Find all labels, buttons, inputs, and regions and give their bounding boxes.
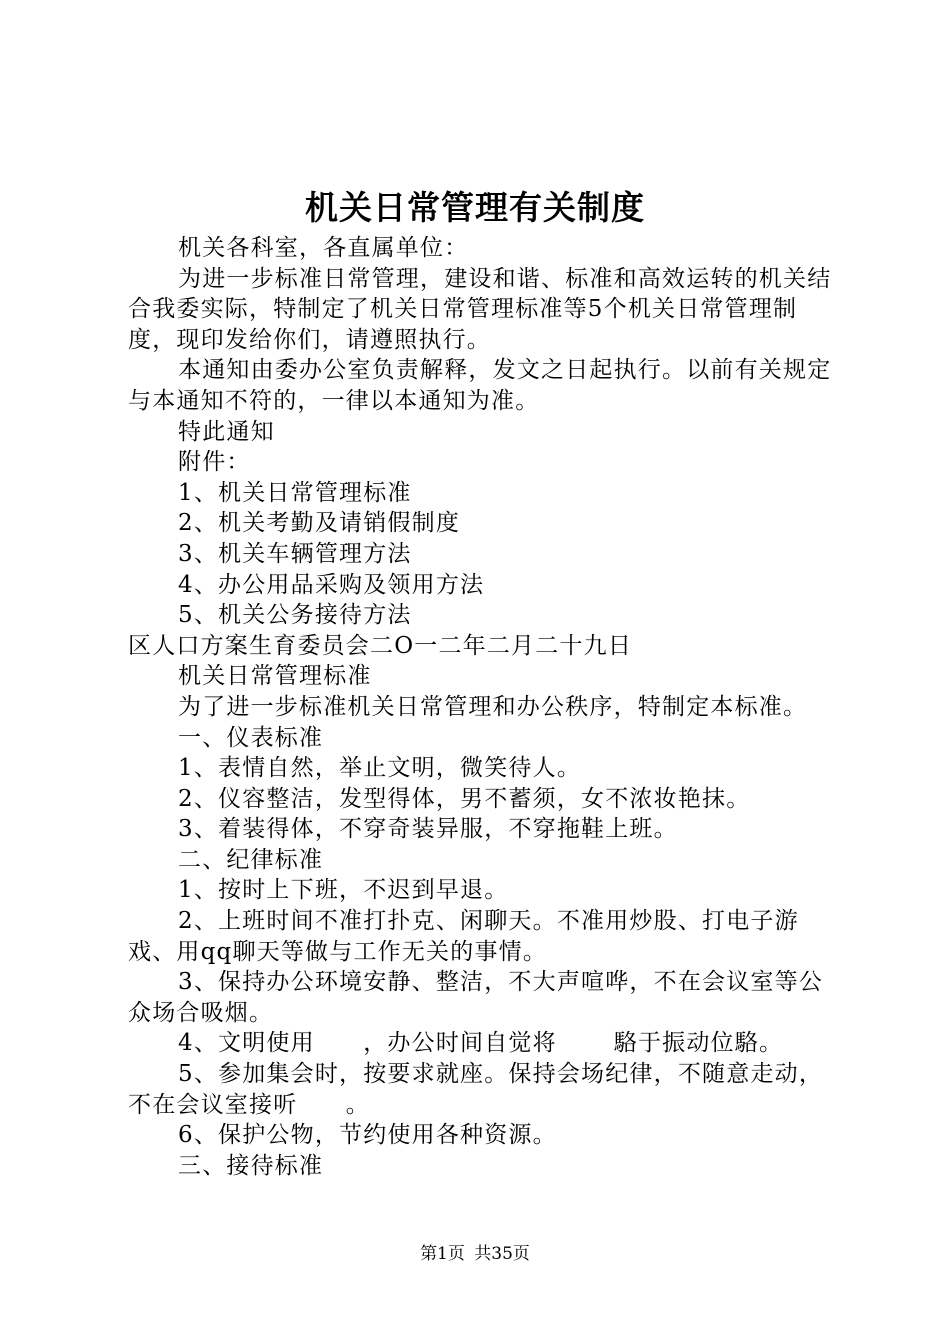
section-heading: 一、仪表标准 — [178, 724, 324, 751]
page-footer — [0, 1242, 950, 1266]
paragraph-interpretation: 本通知由委办公室负责解释，发文之日起执行。以前有关规定与本通知不符的，一律以本通知为准。 — [128, 357, 832, 414]
rule-item: 6、保护公物，节约使用各种资源。 — [178, 1122, 557, 1149]
rule-item: 3、着装得体，不穿奇装异服，不穿拖鞋上班。 — [178, 816, 678, 843]
attachment-item: 5、机关公务接待方法 — [178, 602, 412, 629]
page-title: 机关日常管理有关制度 — [305, 188, 645, 227]
issuer-and-date: 区人口方案生育委员会二O一二年二月二十九日 — [128, 632, 633, 659]
document-body — [128, 233, 840, 1181]
attachment-item: 3、机关车辆管理方法 — [178, 540, 412, 567]
paragraph-notice: 特此通知 — [178, 418, 275, 445]
rule-item: 2、仪容整洁，发型得体，男不蓄须，女不浓妆艳抹。 — [178, 785, 751, 812]
attachment-item: 4、办公用品采购及领用方法 — [178, 571, 485, 598]
section-title: 机关日常管理标准 — [178, 663, 372, 690]
rule-item: 5、参加集会时，按要求就座。保持会场纪律，不随意走动，不在会议室接听 。 — [128, 1061, 824, 1118]
section-heading: 三、接待标准 — [178, 1152, 324, 1179]
rule-item: 3、保持办公环境安静、整洁，不大声喧哗，不在会议室等公众场合吸烟。 — [128, 969, 824, 1026]
rule-item: 1、表情自然，举止文明，微笑待人。 — [178, 755, 582, 782]
attachment-item: 2、机关考勤及请销假制度 — [178, 510, 461, 537]
rule-item: 4、文明使用 ，办公时间自觉将 駱于振动位駱。 — [178, 1030, 784, 1057]
paragraph-attachments-heading: 附件： — [178, 449, 251, 476]
rule-item: 1、按时上下班，不迟到早退。 — [178, 877, 509, 904]
attachment-item: 1、机关日常管理标准 — [178, 479, 412, 506]
paragraph-purpose: 为了进一步标准机关日常管理和办公秩序，特制定本标准。 — [178, 693, 808, 720]
paragraph-intro: 为进一步标准日常管理，建设和谐、标准和高效运转的机关结合我委实际，特制定了机关日常管理标准等5个机关日常管理制度，现印发给你们，请遵照执行。 — [128, 265, 832, 353]
page-total: 共35页 — [474, 1244, 530, 1264]
paragraph-salutation: 机关各科室，各直属单位： — [178, 235, 469, 261]
page-number: 第1页 — [420, 1244, 465, 1264]
rule-item: 2、上班时间不准打扑克、闲聊天。不准用炒股、打电子游戏、用qq聊天等做与工作无关的事情。 — [128, 908, 799, 965]
section-heading: 二、纪律标准 — [178, 846, 324, 873]
